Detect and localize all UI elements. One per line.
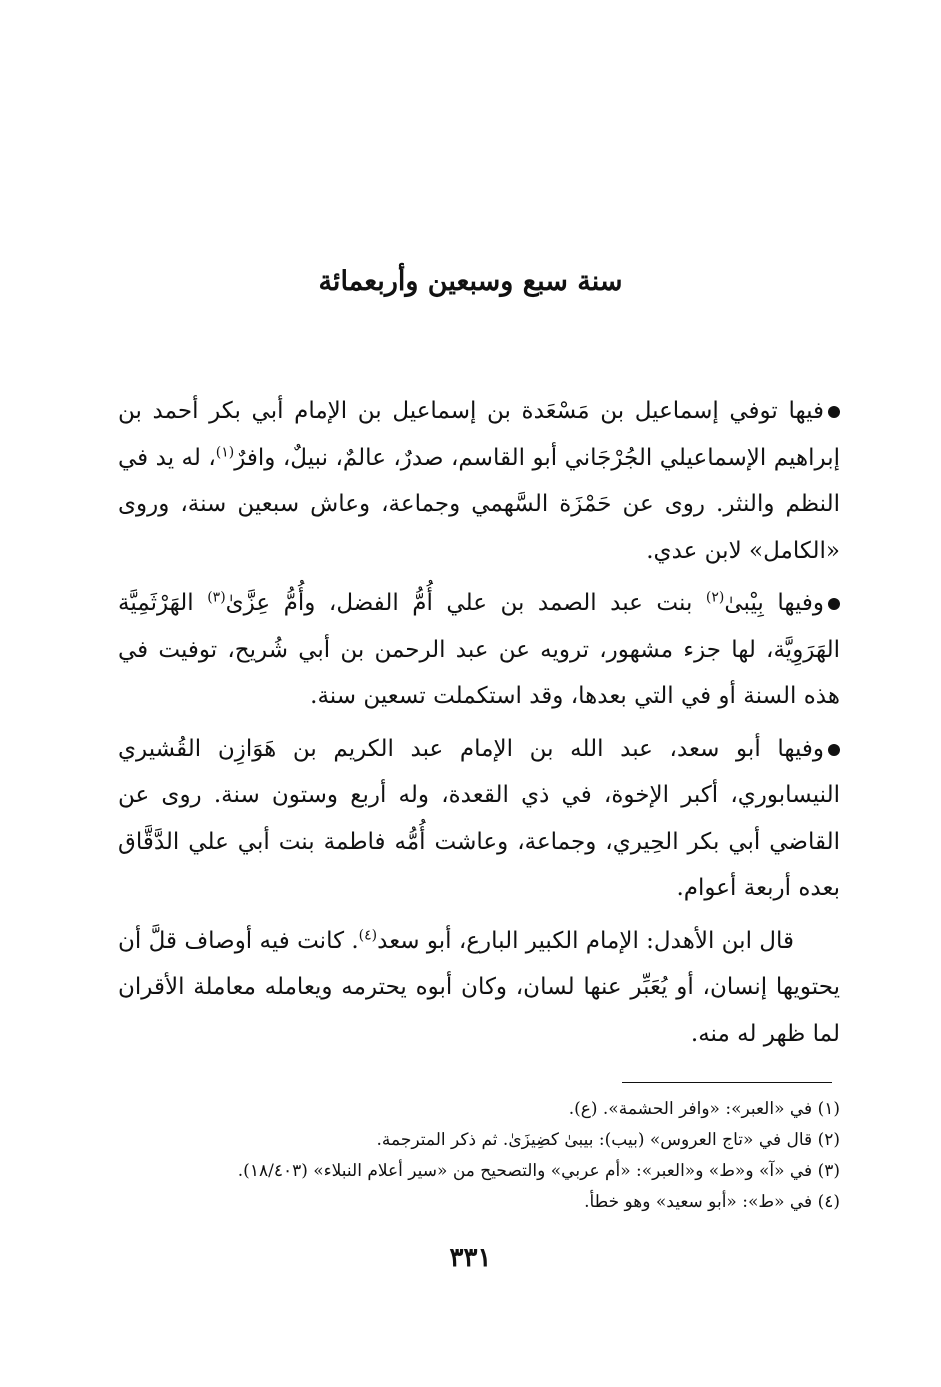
paragraph-text: . كانت فيه أوصاف قلَّ أن يحتويها إنسان، أو يُعَبِّر عنها لسان، وكان أبوه يحترمه ويعامله معاملة الأقران لما ظهر له منه. <box>118 927 840 1047</box>
paragraph-text: فيها توفي إسماعيل بن مَسْعَدة بن إسماعيل بن الإمام أبي بكر أحمد بن إبراهيم الإسماعيلي الجُرْجَاني أبو القاسم، صدرٌ، عالمٌ، نبيلٌ، وافرٌ <box>118 398 840 471</box>
paragraph-text: وفيها أبو سعد، عبد الله بن الإمام عبد الكريم بن هَوَازِن القُشيري النيسابوري، أكبر الإخوة، في ذي القعدة، وله أربع وستون سنة. روى عن القاضي أبي بكر الحِيري، وجماعة، وعاشت أُمُّه فاطمة بنت أبي علي الدَّقَّاق بعده أربعة أعوام. <box>118 735 840 901</box>
footnote-2: (٢) قال في «تاج العروس» (بيب): بيبىٰ كضِيزَىٰ. ثم ذكر المترجمة. <box>376 1130 840 1150</box>
footnotes <box>200 1094 840 1218</box>
footnote-3: (٣) في «آ» و«ط» و«العبر»: «أم عربي» والتصحيح من «سير أعلام النبلاء» (١٨/٤٠٣). <box>237 1161 840 1181</box>
paragraph-ismail <box>118 388 840 574</box>
paragraph-text: الهَرْثَمِيَّة الهَرَوِيَّة، لها جزء مشهور، ترويه عن عبد الرحمن بن أبي شُريح، توفيت في هذه السنة أو في التي بعدها، وقد استكملت تسعين سنة. <box>118 590 840 709</box>
paragraph-bibi <box>118 580 840 720</box>
paragraph-text: بنت عبد الصمد بن علي أُمُّ الفضل، وأُمُّ عِزَّىٰ <box>225 590 706 616</box>
footnote-1: (١) في «العبر»: «وافر الحشمة». (ع). <box>568 1099 840 1119</box>
footnote-4: (٤) في «ط»: «أبو سعيد» وهو خطأ. <box>584 1192 840 1212</box>
footnote-ref[interactable]: (٤) <box>358 926 378 943</box>
bullet-icon <box>828 406 840 418</box>
section-title: سنة سبع وسبعين وأربعمائة <box>318 266 623 297</box>
paragraph-ibn-al-ahdal <box>118 918 840 1058</box>
bullet-icon <box>828 744 840 756</box>
footnote-ref[interactable]: (٢) <box>705 589 725 606</box>
footnote-ref[interactable]: (١) <box>215 443 235 460</box>
paragraph-text: وفيها بِيْبىٰ <box>724 590 824 616</box>
paragraph-text: ، له يد في النظم والنثر. روى عن حَمْزَة السَّهمي وجماعة، وعاش سبعين سنة، وروى «الكامل» لابن عدي. <box>118 444 840 564</box>
page-number: ٣٣١ <box>449 1243 492 1273</box>
paragraph-abu-saad <box>118 726 840 912</box>
footnote-divider <box>622 1082 832 1083</box>
bullet-icon <box>828 598 840 610</box>
main-text <box>118 388 840 1063</box>
footnote-ref[interactable]: (٣) <box>207 589 226 606</box>
paragraph-text: قال ابن الأهدل: الإمام الكبير البارع، أبو سعد <box>377 927 794 954</box>
